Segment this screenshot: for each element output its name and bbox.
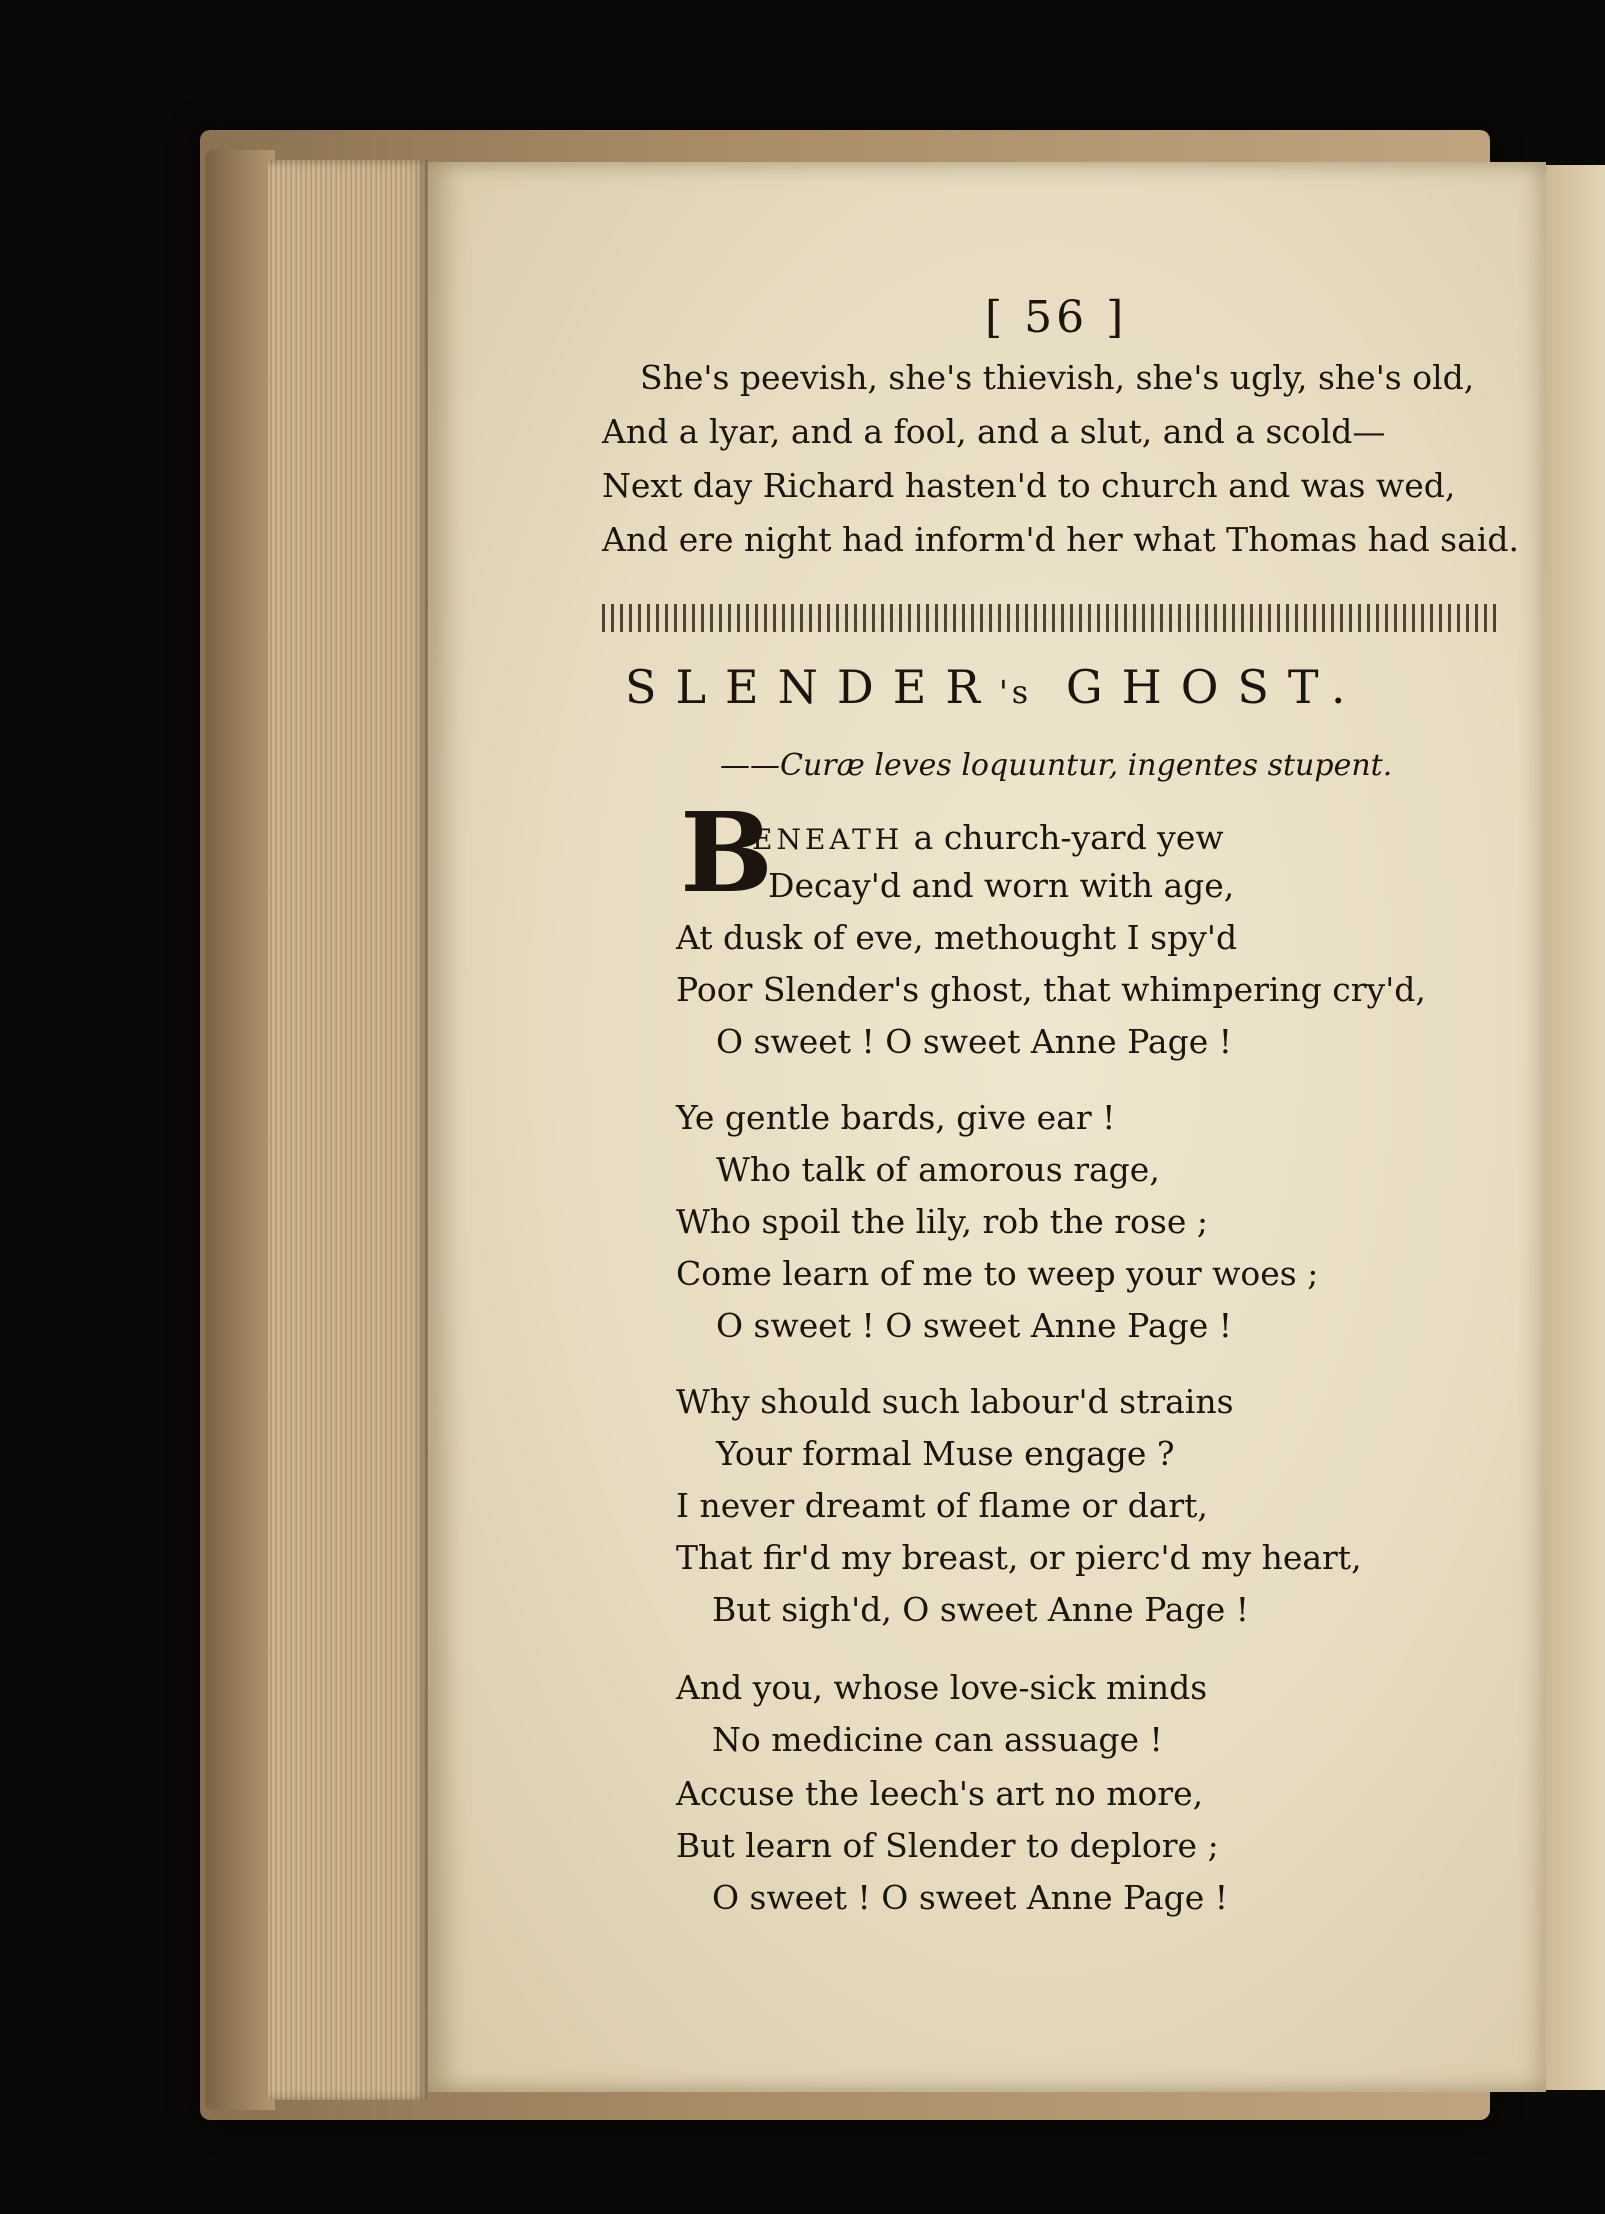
stanza-1-line-2: Decay'd and worn with age, (768, 866, 1235, 905)
drop-cap: B (680, 788, 773, 917)
prev-poem-line-4: And ere night had inform'd her what Thomas had said. (602, 520, 1519, 559)
stanza-1-line-3: At dusk of eve, methought I spy'd (676, 918, 1238, 957)
stanza-1-line-1 (752, 818, 1224, 857)
stanza-3-refrain: But sigh'd, O sweet Anne Page ! (712, 1590, 1249, 1629)
stanza-3-line-2: Your formal Muse engage ? (716, 1434, 1175, 1473)
stanza-1-first-word: ENEATH (752, 823, 904, 856)
stanza-3-line-4: That fir'd my breast, or pierc'd my heart, (676, 1538, 1362, 1577)
book-cover-edge (205, 150, 275, 2110)
stanza-2-line-4: Come learn of me to weep your woes ; (676, 1254, 1319, 1293)
stanza-4-line-2: No medicine can assuage ! (712, 1720, 1163, 1759)
poem-title-possessive: 's (998, 673, 1033, 711)
prev-poem-line-1: She's peevish, she's thievish, she's ugly, she's old, (640, 358, 1475, 397)
stanza-2-line-3: Who spoil the lily, rob the rose ; (676, 1202, 1208, 1241)
stanza-1-refrain: O sweet ! O sweet Anne Page ! (716, 1022, 1232, 1061)
stanza-4-line-1: And you, whose love-sick minds (676, 1668, 1208, 1707)
poem-title-main: SLENDER (625, 660, 999, 714)
stanza-1-first-line-tail: a church-yard yew (903, 818, 1224, 857)
stanza-1-line-4: Poor Slender's ghost, that whimpering cry'd, (676, 970, 1426, 1009)
page-edges (268, 160, 428, 2100)
stanza-4-line-4: But learn of Slender to deplore ; (676, 1826, 1219, 1865)
poem-title-end: GHOST. (1065, 660, 1365, 714)
stanza-3-line-3: I never dreamt of flame or dart, (676, 1486, 1208, 1525)
stanza-2-refrain: O sweet ! O sweet Anne Page ! (716, 1306, 1232, 1345)
stanza-4-refrain: O sweet ! O sweet Anne Page ! (712, 1878, 1228, 1917)
ornamental-rule (602, 604, 1496, 632)
prev-poem-line-3: Next day Richard hasten'd to church and was wed, (602, 466, 1456, 505)
stanza-4-line-3: Accuse the leech's art no more, (676, 1774, 1204, 1813)
stanza-2-line-2: Who talk of amorous rage, (716, 1150, 1160, 1189)
stanza-3-line-1: Why should such labour'd strains (676, 1382, 1234, 1421)
facing-page-edge (1536, 165, 1605, 2090)
prev-poem-line-2: And a lyar, and a fool, and a slut, and a scold— (602, 412, 1386, 451)
stanza-2-line-1: Ye gentle bards, give ear ! (676, 1098, 1116, 1137)
poem-title (625, 660, 1364, 714)
epigraph: ——Curæ leves loquuntur, ingentes stupent. (720, 748, 1393, 783)
page-number: [ 56 ] (985, 292, 1128, 343)
